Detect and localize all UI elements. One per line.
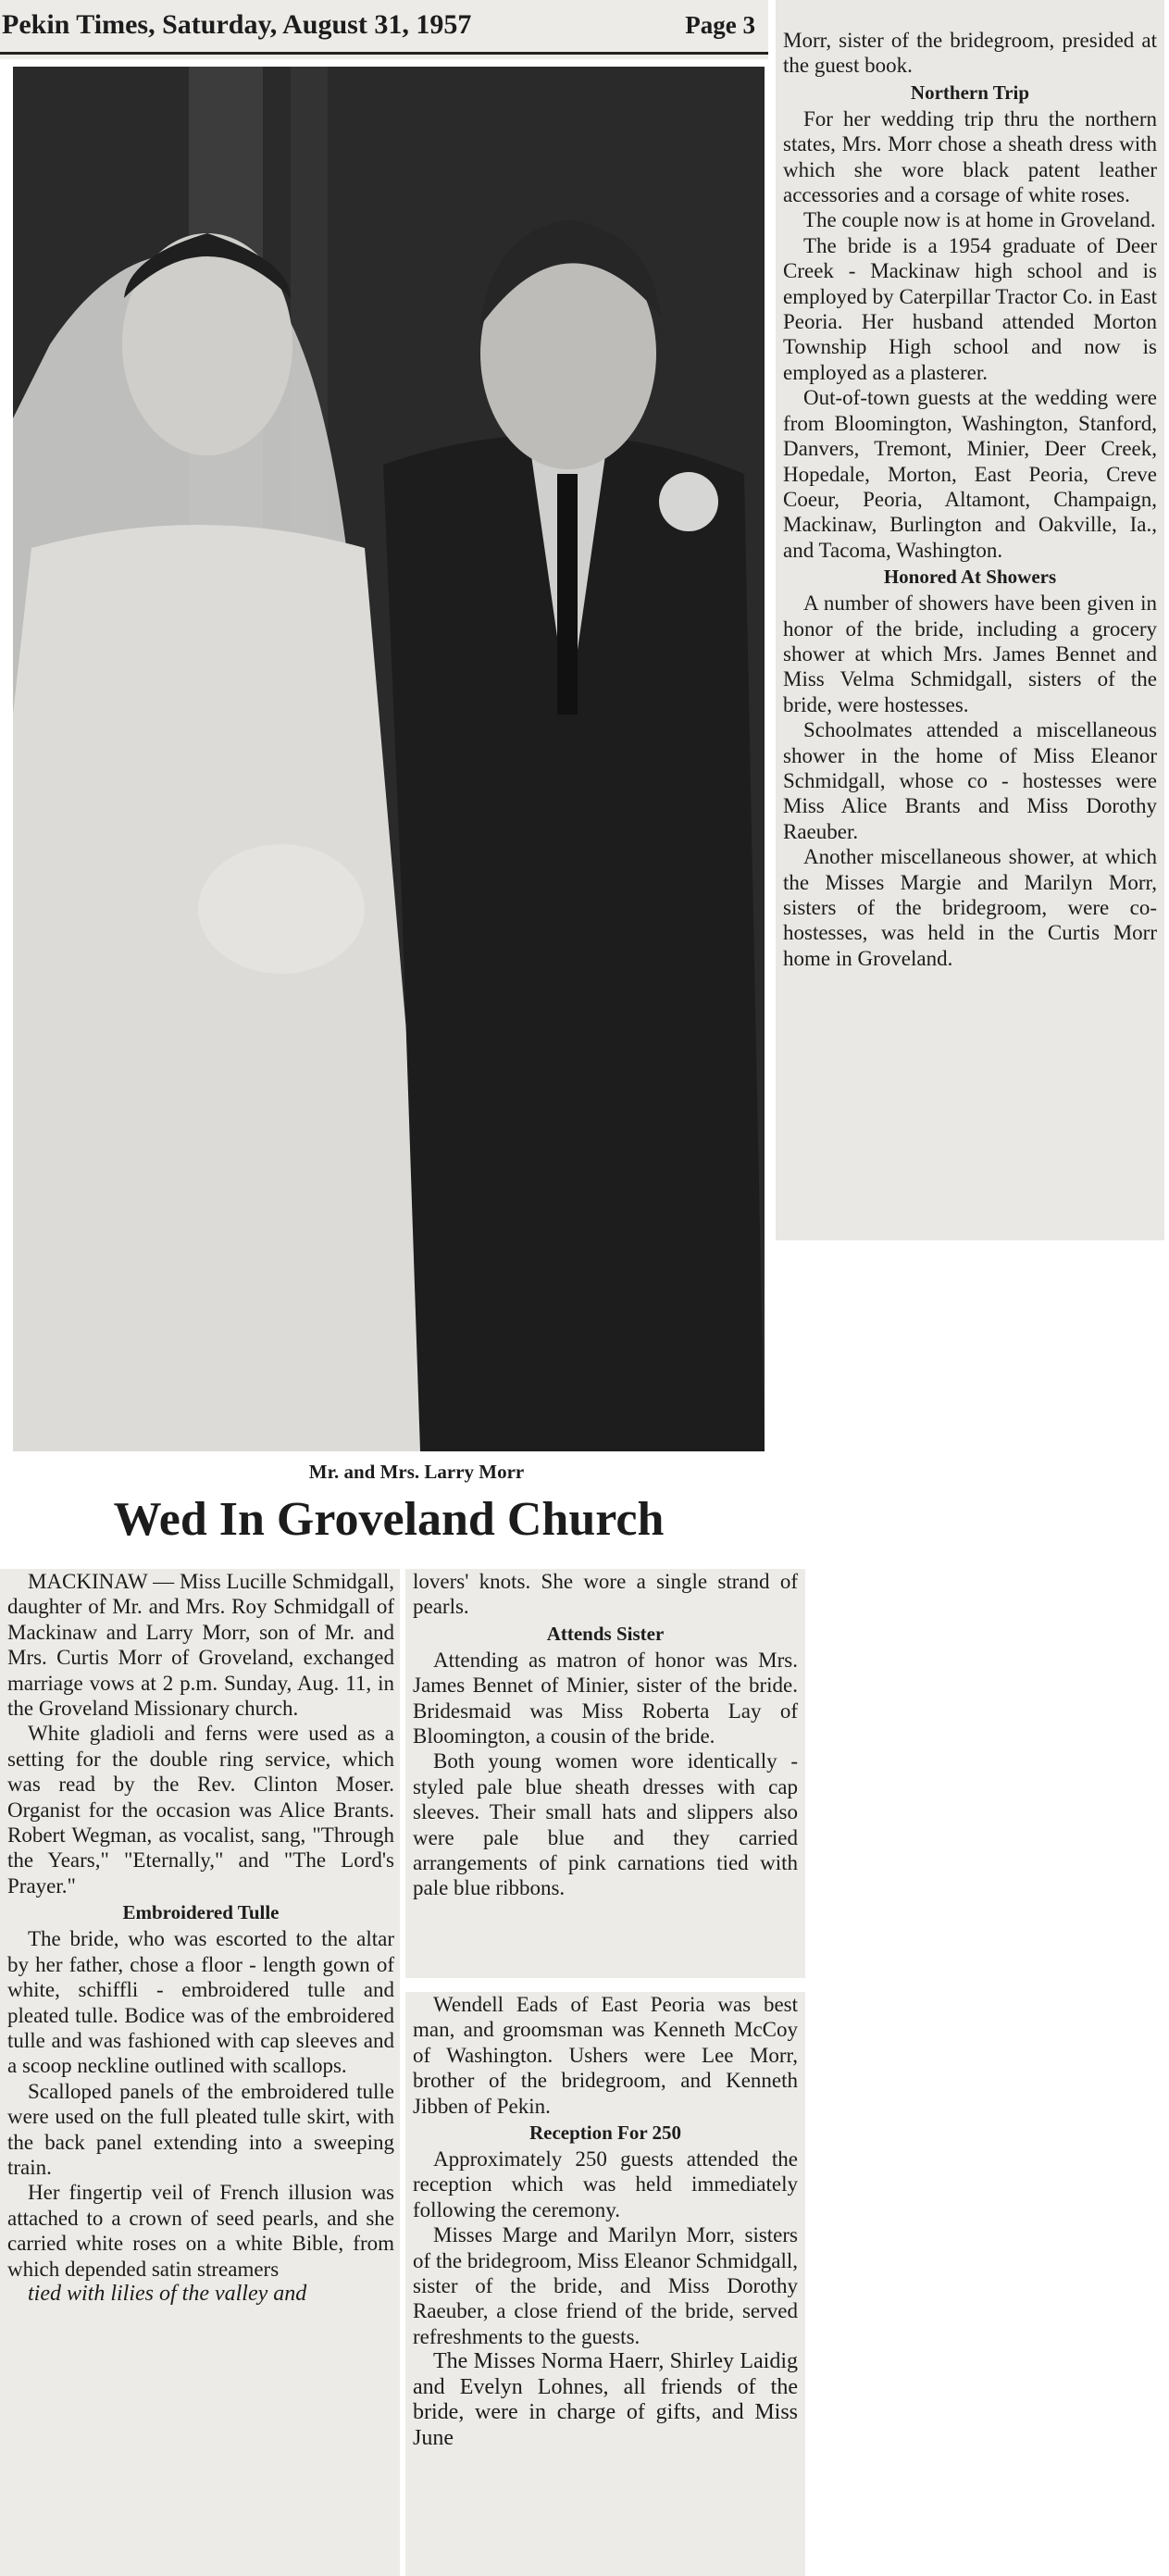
middle-paragraph-4: Wendell Eads of East Peoria was best man, and groomsman was Kenneth McCoy of Washington. Ushers were Lee Morr, brother of the bridegroom, and Kenneth Jibben of Pekin.: [413, 1993, 798, 2118]
middle-column-upper: [405, 1569, 805, 1978]
right-paragraph-6: Schoolmates attended a miscellaneous shower in the home of Miss Eleanor Schmidgall, whose co - hostesses were Miss Alice Brants and Miss Dorothy Raeuber.: [783, 718, 1157, 843]
wedding-photo: [13, 67, 765, 1451]
left-paragraph-2: White gladioli and ferns were used as a setting for the double ring service, which was read by the Rev. Clinton Moser. Organist for the occasion was Alice Brants. Robert Wegman, as vocalist, sang, "Through the Years," "Eternally," and "The Lord's Prayer.": [7, 1722, 394, 1898]
right-paragraph-7: Another miscellaneous shower, at which the Misses Margie and Marilyn Morr, sisters of the bridegroom, were co-hostesses, was held in the Curtis Morr home in Groveland.: [783, 845, 1157, 970]
middle-paragraph-6: Misses Marge and Marilyn Morr, sisters of the bridegroom, Miss Eleanor Schmidgall, sister of the bride, and Miss Dorothy Raeuber, a close friend of the bride, served refreshments to the guests.: [413, 2223, 798, 2348]
left-paragraph-3: The bride, who was escorted to the altar by her father, chose a floor - length gown of white, schiffli - embroidered tulle and pleated tulle. Bodice was of the embroidered tulle and was fashioned with cap sleeves and a scoop neckline outlined with scallops.: [7, 1927, 394, 2078]
middle-paragraph-7: The Misses Norma Haerr, Shirley Laidig and Evelyn Lohnes, all friends of the bride, were in charge of gifts, and Miss June: [413, 2349, 798, 2450]
subhead-honored-at-showers: Honored At Showers: [883, 566, 1057, 589]
wedding-photo-art: [13, 67, 765, 1451]
right-paragraph-1: For her wedding trip thru the northern states, Mrs. Morr chose a sheath dress with which she wore black patent leather accessories and a corsage of white roses.: [783, 106, 1157, 207]
article-headline: Wed In Groveland Church: [113, 1493, 665, 1546]
subhead-embroidered-tulle: Embroidered Tulle: [122, 1901, 280, 1924]
subhead-northern-trip: Northern Trip: [910, 81, 1030, 104]
right-column: [776, 0, 1164, 1240]
paper-dateline: Pekin Times, Saturday, August 31, 1957: [2, 9, 472, 40]
middle-column-lower: [405, 1992, 805, 2576]
subhead-attends-sister: Attends Sister: [546, 1622, 665, 1645]
left-column: [0, 1569, 400, 2576]
header-clip: [0, 0, 768, 59]
middle-paragraph-3: Both young women wore identically - styled pale blue sheath dresses with cap sleeves. Their small hats and slippers also were pale blue and they carried arrangements of pink carnations tied with pale blue ribbons.: [413, 1749, 798, 1900]
middle-paragraph-1: lovers' knots. She wore a single strand of pearls.: [413, 1570, 798, 1619]
left-paragraph-4: Scalloped panels of the embroidered tulle were used on the full pleated tulle skirt, with the back panel extending into a sweeping train.: [7, 2079, 394, 2179]
subhead-reception-for-250: Reception For 250: [529, 2122, 682, 2145]
right-paragraph-5: A number of showers have been given in honor of the bride, including a grocery shower at which Mrs. James Bennet and Miss Velma Schmidgall, sisters of the bride, were hostesses.: [783, 591, 1157, 716]
left-paragraph-1: MACKINAW — Miss Lucille Schmidgall, daughter of Mr. and Mrs. Roy Schmidgall of Mackinaw and Larry Morr, son of Mr. and Mrs. Curtis Morr of Groveland, exchanged marriage vows at 2 p.m. Sunday, Aug. 11, in the Groveland Missionary church.: [7, 1570, 394, 1721]
right-paragraph-4: Out-of-town guests at the wedding were from Bloomington, Washington, Stanford, Danvers, Tremont, Minier, Deer Creek, Hopedale, Morton, East Peoria, Creve Coeur, Peoria, Altamont, Champaign, Mackinaw, Burlington and Oakville, Ia., and Tacoma, Washington.: [783, 386, 1157, 562]
middle-paragraph-2: Attending as matron of honor was Mrs. James Bennet of Minier, sister of the bride. Bridesmaid was Miss Roberta Lay of Bloomington, a cousin of the bride.: [413, 1648, 798, 1748]
right-lead: Morr, sister of the bridegroom, presided at the guest book.: [783, 29, 1157, 78]
left-paragraph-6: tied with lilies of the valley and: [28, 2281, 307, 2306]
left-paragraph-5: Her fingertip veil of French illusion was attached to a crown of seed pearls, and she carried white roses on a white Bible, from which depended satin streamers: [7, 2181, 394, 2281]
photo-caption: Mr. and Mrs. Larry Morr: [308, 1461, 525, 1483]
middle-paragraph-5: Approximately 250 guests attended the reception which was held immediately following the ceremony.: [413, 2147, 798, 2221]
right-paragraph-3: The bride is a 1954 graduate of Deer Creek - Mackinaw high school and is employed by Caterpillar Tractor Co. in East Peoria. Her husband attended Morton Township High school and now is employed as a plasterer.: [783, 233, 1157, 384]
right-paragraph-2: The couple now is at home in Groveland.: [803, 208, 1156, 232]
header-rule: [0, 52, 768, 55]
page-number: Page 3: [685, 11, 755, 39]
